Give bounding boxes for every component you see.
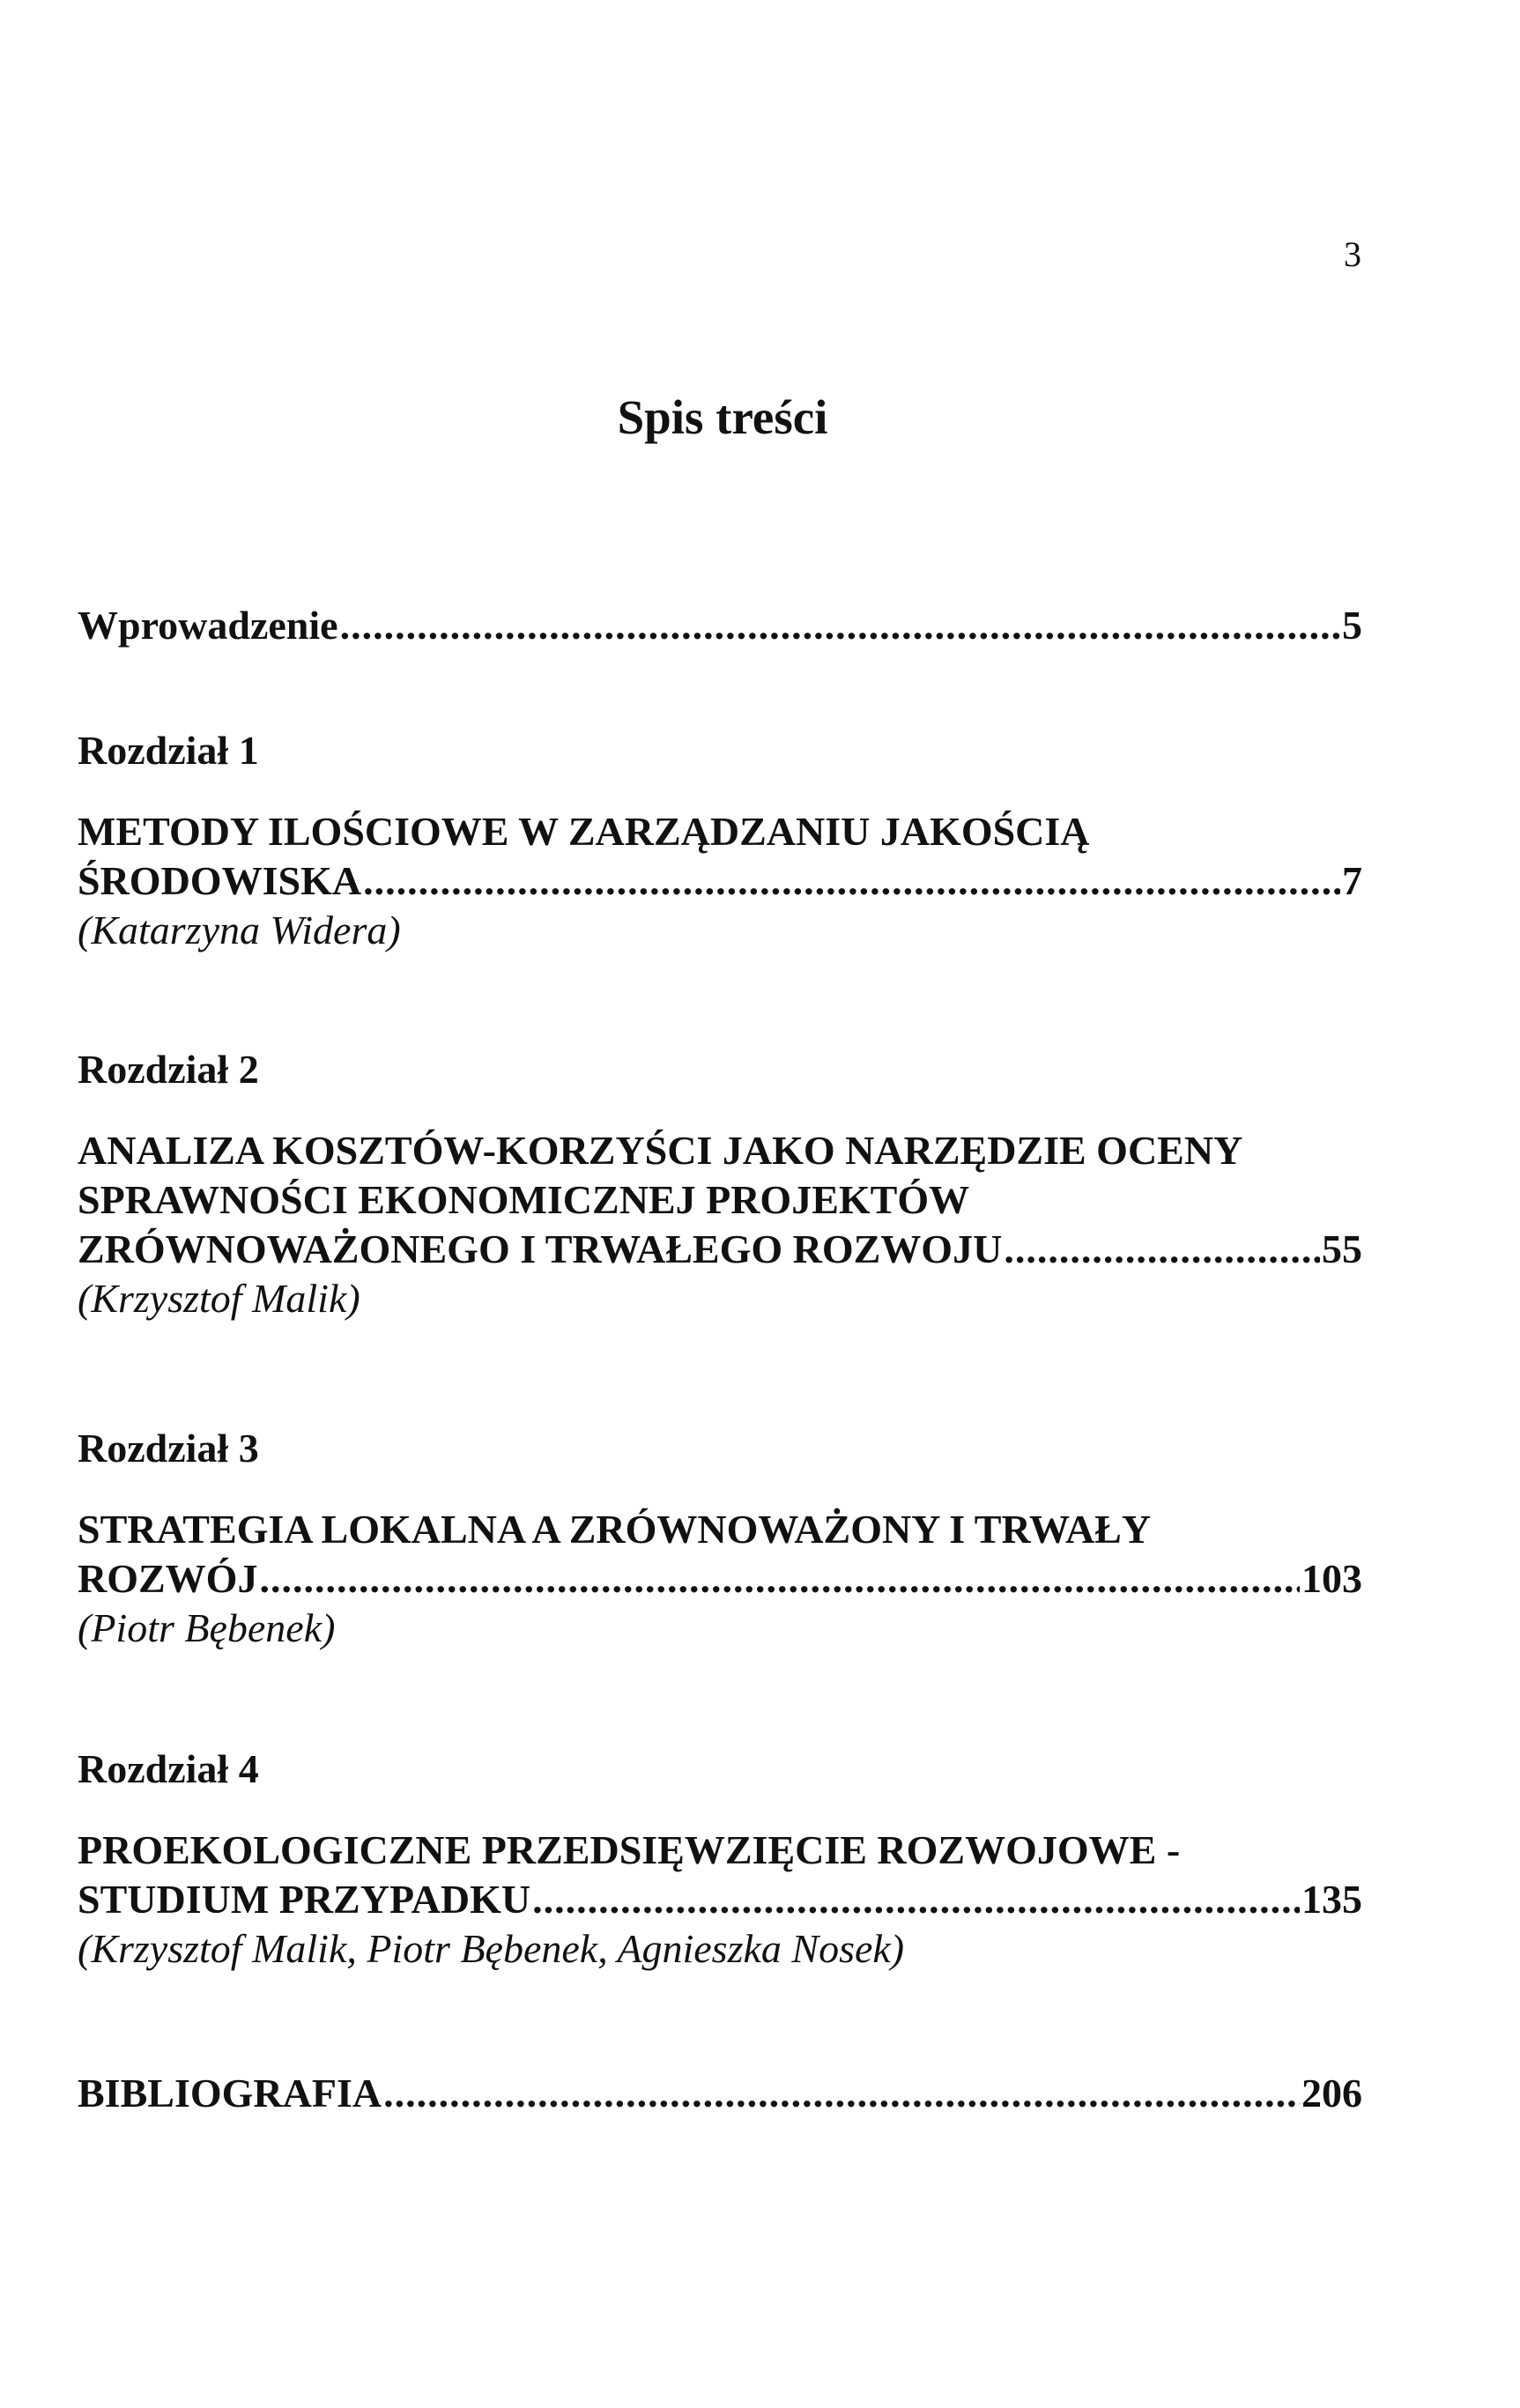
toc-line xyxy=(78,807,1362,856)
chapter-label: Rozdział 1 xyxy=(78,728,259,773)
dot-leader xyxy=(259,1554,1300,1604)
toc-entry-chapter-4[interactable] xyxy=(78,1745,1362,1974)
entry-page: 135 xyxy=(1301,1877,1362,1922)
dot-leader xyxy=(532,1875,1300,1924)
dot-leader xyxy=(340,601,1340,650)
toc-line xyxy=(78,1126,1362,1175)
dot-leader xyxy=(383,2069,1300,2118)
chapter-title-line: ZRÓWNOWAŻONEGO I TRWAŁEGO ROZWOJU xyxy=(78,1226,1003,1271)
toc-line xyxy=(78,1225,1362,1274)
toc-entry-chapter-3[interactable] xyxy=(78,1424,1362,1653)
toc-entry-intro[interactable] xyxy=(78,601,1362,650)
chapter-author: (Krzysztof Malik) xyxy=(78,1276,360,1321)
toc-entry-bibliography[interactable] xyxy=(78,2069,1362,2118)
chapter-title-line: ŚRODOWISKA xyxy=(78,858,362,903)
page-number: 3 xyxy=(1344,234,1361,274)
entry-page: 206 xyxy=(1301,2071,1362,2115)
chapter-title-line: STUDIUM PRZYPADKU xyxy=(78,1877,531,1922)
chapter-label: Rozdział 3 xyxy=(78,1426,259,1471)
toc-entry-chapter-2[interactable] xyxy=(78,1045,1362,1323)
chapter-label: Rozdział 4 xyxy=(78,1746,259,1791)
chapter-author: (Piotr Bębenek) xyxy=(78,1605,336,1650)
toc-line xyxy=(78,601,1362,650)
toc-line xyxy=(78,1505,1362,1554)
entry-title: Wprowadzenie xyxy=(78,603,338,648)
chapter-title-line: PROEKOLOGICZNE PRZEDSIĘWZIĘCIE ROZWOJOWE - xyxy=(78,1827,1181,1872)
page-title: Spis treści xyxy=(617,390,828,444)
chapter-title-line: ROZWÓJ xyxy=(78,1556,258,1601)
chapter-title-line: ANALIZA KOSZTÓW-KORZYŚCI JAKO NARZĘDZIE OCENY xyxy=(78,1128,1243,1173)
entry-page: 7 xyxy=(1342,858,1362,903)
entry-page: 103 xyxy=(1301,1556,1362,1601)
toc-line xyxy=(78,1826,1362,1875)
chapter-author: (Katarzyna Widera) xyxy=(78,908,401,952)
chapter-title-line: METODY ILOŚCIOWE W ZARZĄDZANIU JAKOŚCIĄ xyxy=(78,809,1090,854)
entry-page: 5 xyxy=(1342,603,1362,648)
dot-leader xyxy=(363,856,1340,906)
toc-line xyxy=(78,2069,1362,2118)
entry-page: 55 xyxy=(1322,1226,1362,1271)
dot-leader xyxy=(1004,1225,1320,1274)
chapter-title-line: SPRAWNOŚCI EKONOMICZNEJ PROJEKTÓW xyxy=(78,1177,970,1222)
entry-title: BIBLIOGRAFIA xyxy=(78,2071,382,2115)
chapter-title-line: STRATEGIA LOKALNA A ZRÓWNOWAŻONY I TRWAŁY xyxy=(78,1507,1152,1552)
chapter-author: (Krzysztof Malik, Piotr Bębenek, Agnieszka Nosek) xyxy=(78,1926,905,1971)
table-of-contents xyxy=(78,0,1362,2408)
chapter-label: Rozdział 2 xyxy=(78,1047,259,1092)
toc-line xyxy=(78,1175,1362,1225)
toc-line xyxy=(78,1875,1362,1924)
toc-line xyxy=(78,856,1362,906)
toc-line xyxy=(78,1554,1362,1604)
toc-entry-chapter-1[interactable] xyxy=(78,726,1362,955)
